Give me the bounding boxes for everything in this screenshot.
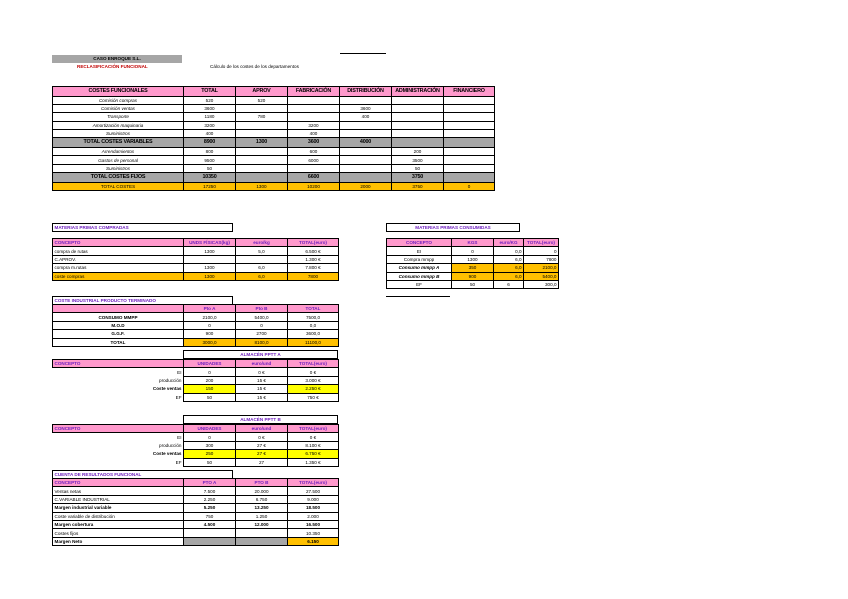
table-row: Suministros 50 50 (53, 164, 495, 172)
col-fabricacion: FABRICACIÓN (288, 87, 340, 97)
company-title: CASO ENROQUE S.L. (93, 56, 141, 61)
almacen-a-header: CONCEPTO UNIDADES euro/und TOTAL(euro) (53, 360, 339, 368)
resultados-header: CONCEPTO PTO A PTO B TOTAL(euro) (53, 479, 339, 487)
table-row: Consumo mmpp A 350 6,0 2100,0 (387, 264, 559, 272)
col-aprov: APROV (236, 87, 288, 97)
table-row: Ventas netas 7.500 20.000 27.500 (53, 487, 339, 495)
table-row: C.APROV. 1.300 € (53, 255, 339, 263)
dept-costs-header (53, 87, 495, 97)
total-costs-row: TOTAL COSTES 17250 1300 10200 2000 3750 0 (53, 182, 495, 190)
table-row: producción 200 15 € 3.000 € (53, 376, 339, 384)
almacen-a-title: ALMACÉN PPTT A (183, 350, 338, 359)
table-row: EF 50 27 1.350 € (53, 458, 339, 466)
table-row: C.VARIABLE INDUSTRIAL 2.250 6.750 9.000 (53, 495, 339, 503)
mp-consumidas-header: CONCEPTO KGS euro/KG TOTAL(euro) (387, 239, 559, 247)
table-row: compra m.rutas 1300 6,0 7.800 € (53, 264, 339, 272)
col-financiero: FINANCIERO (444, 87, 495, 97)
col-administracion: ADMINISTRACIÓN (392, 87, 444, 97)
table-row: EI 0 0,0 0 (387, 247, 559, 255)
table-row: EI 0 0 € 0 € (53, 433, 339, 441)
table-row: Consumo mmpp B 900 6,0 5400,0 (387, 272, 559, 280)
total-variable-row: TOTAL COSTES VARIABLES 8900 1300 3600 4000 (53, 138, 495, 148)
table-row: Margen Neto 6.150 (53, 537, 339, 545)
dept-costs-table (52, 86, 495, 191)
table-row: Margen cobertura 4.500 12.000 16.500 (53, 520, 339, 528)
coste-industrial-header: Pto A Pto B TOTAL (53, 305, 339, 313)
coste-industrial-title: COSTE INDUSTRIAL PRODUCTO TERMINADO (52, 296, 233, 305)
mp-consumidas-title: MATERIAS PRIMAS CONSUMIDAS (386, 223, 520, 232)
table-row: producción 300 27 € 8.100 € (53, 441, 339, 449)
subtitle: RECLASIFICACIÓN FUNCIONAL (77, 64, 148, 69)
table-row: Coste ventas 150 15 € 2.250 € (53, 385, 339, 393)
table-row: Gastos de personal 9500 6000 3500 (53, 156, 495, 164)
coste-industrial-table (52, 304, 339, 347)
table-row: Amortización maquinaria 3200 3200 (53, 121, 495, 129)
almacen-b-title: ALMACÉN PPTT B (183, 415, 338, 424)
table-row: Costes fijos 10.350 (53, 529, 339, 537)
table-row: coste compras 1300 6,0 7800 (53, 272, 339, 280)
mp-compradas-table (52, 238, 339, 281)
almacen-a-table (52, 359, 339, 402)
table-row: Margen industrial variable 5.250 13.250 18.500 (53, 504, 339, 512)
table-row: M.O.D 0 0 0,0 (53, 321, 339, 329)
col-costes-funcionales: COSTES FUNCIONALES (53, 87, 184, 97)
table-row: Coste variable de distribución 750 1.250 2.000 (53, 512, 339, 520)
almacen-b-table (52, 424, 339, 467)
col-distribucion: DISTRIBUCIÓN (340, 87, 392, 97)
table-row: Arrendamientos 800 600 200 (53, 147, 495, 155)
col-total: TOTAL (184, 87, 236, 97)
table-row: Compra mmpp 1300 6,0 7800 (387, 255, 559, 263)
total-fixed-row: TOTAL COSTES FIJOS 10350 6600 3750 (53, 173, 495, 183)
top-rule (340, 53, 386, 54)
consumidas-rule (386, 296, 450, 297)
table-row: Comisión compras 520 520 (53, 96, 495, 104)
table-row: EF 50 6 300,0 (387, 280, 559, 288)
table-row: G.G.F. 900 2700 3600,0 (53, 330, 339, 338)
table-row: CONSUMO MMPP 2100,0 5400,0 7500,0 (53, 313, 339, 321)
description: Cálculo de los costes de los departamentos (210, 64, 299, 69)
table-row: Suministros 400 400 (53, 130, 495, 138)
resultados-table (52, 478, 339, 546)
table-row: TOTAL 3000,0 8100,0 11100,0 (53, 338, 339, 346)
table-row: Transporte 1180 780 400 (53, 113, 495, 121)
resultados-title: CUENTA DE RESULTADOS FUNCIONAL (52, 470, 233, 479)
table-row: EF 50 15 € 750 € (53, 393, 339, 401)
mp-compradas-title: MATERIAS PRIMAS COMPRADAS (52, 223, 233, 232)
table-row: Coste ventas 250 27 € 6.750 € (53, 450, 339, 458)
almacen-b-header: CONCEPTO UNIDADES euro/und TOTAL(euro) (53, 425, 339, 433)
mp-consumidas-table (386, 238, 559, 289)
mp-compradas-header: CONCEPTO UNDS FÍSICAS(kg) euro/kg TOTAL(euro) (53, 239, 339, 247)
table-row: compra de rutas 1300 5,0 6.500 € (53, 247, 339, 255)
table-row: EI 0 0 € 0 € (53, 368, 339, 376)
table-row: Comisión ventas 3600 3600 (53, 104, 495, 112)
